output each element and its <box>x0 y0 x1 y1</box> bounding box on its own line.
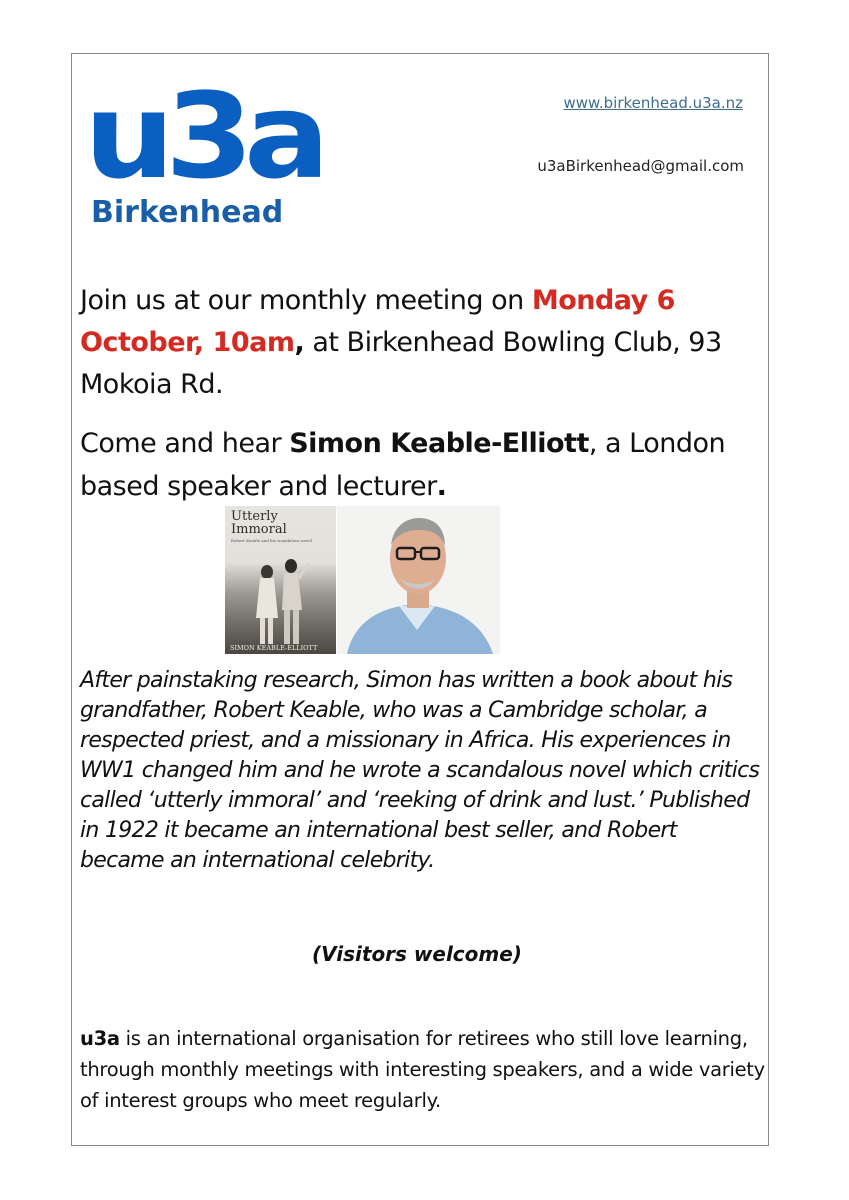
speaker-period: . <box>436 471 447 502</box>
visitors-welcome-note: (Visitors welcome) <box>312 942 522 966</box>
speaker-portrait <box>337 506 500 654</box>
website-link[interactable]: www.birkenhead.u3a.nz <box>563 94 743 112</box>
book-subtitle: Robert Keable and his scandalous novel <box>231 538 312 543</box>
email-address: u3aBirkenhead@gmail.com <box>537 157 744 175</box>
book-cover-figures <box>253 558 309 648</box>
speaker-intro <box>80 422 770 508</box>
meeting-date-time: Monday 6 October, 10am <box>80 285 675 358</box>
book-author: SIMON KEABLE-ELLIOTT <box>230 644 318 652</box>
logo-subtitle: Birkenhead <box>91 195 284 230</box>
speaker-prefix: Come and hear <box>80 428 290 459</box>
about-u3a <box>80 1023 770 1116</box>
about-text: is an international organisation for retirees who still love learning, through monthly meetings with interesting speakers, and a wide variety of interest groups who meet regularly. <box>80 1027 765 1112</box>
intro-prefix: Join us at our monthly meeting on <box>80 285 532 316</box>
speaker-role: , a London based speaker and lecturer <box>80 428 726 502</box>
meeting-intro <box>80 280 770 406</box>
intro-location: at Birkenhead Bowling Club, 93 Mokoia Rd. <box>80 327 722 400</box>
speaker-name: Simon Keable-Elliott <box>289 428 589 459</box>
book-cover-image <box>225 506 336 654</box>
book-title: Utterly Immoral <box>231 509 287 537</box>
book-description: After painstaking research, Simon has written a book about his grandfather, Robert Keable, who was a Cambridge scholar, a respected priest, and a missionary in Africa. His experiences in WW1 changed him and he wrote a scandalous novel which critics called ‘utterly immoral’ and ‘reeking of drink and lust.’ Published in 1922 it became an international best seller, and Robert became an international celebrity. <box>80 668 760 873</box>
about-org-name: u3a <box>80 1027 120 1050</box>
intro-comma: , <box>294 327 305 358</box>
speaker-images <box>225 506 500 654</box>
speaker-portrait-illustration <box>337 506 500 654</box>
u3a-logo: u3a <box>84 67 321 205</box>
